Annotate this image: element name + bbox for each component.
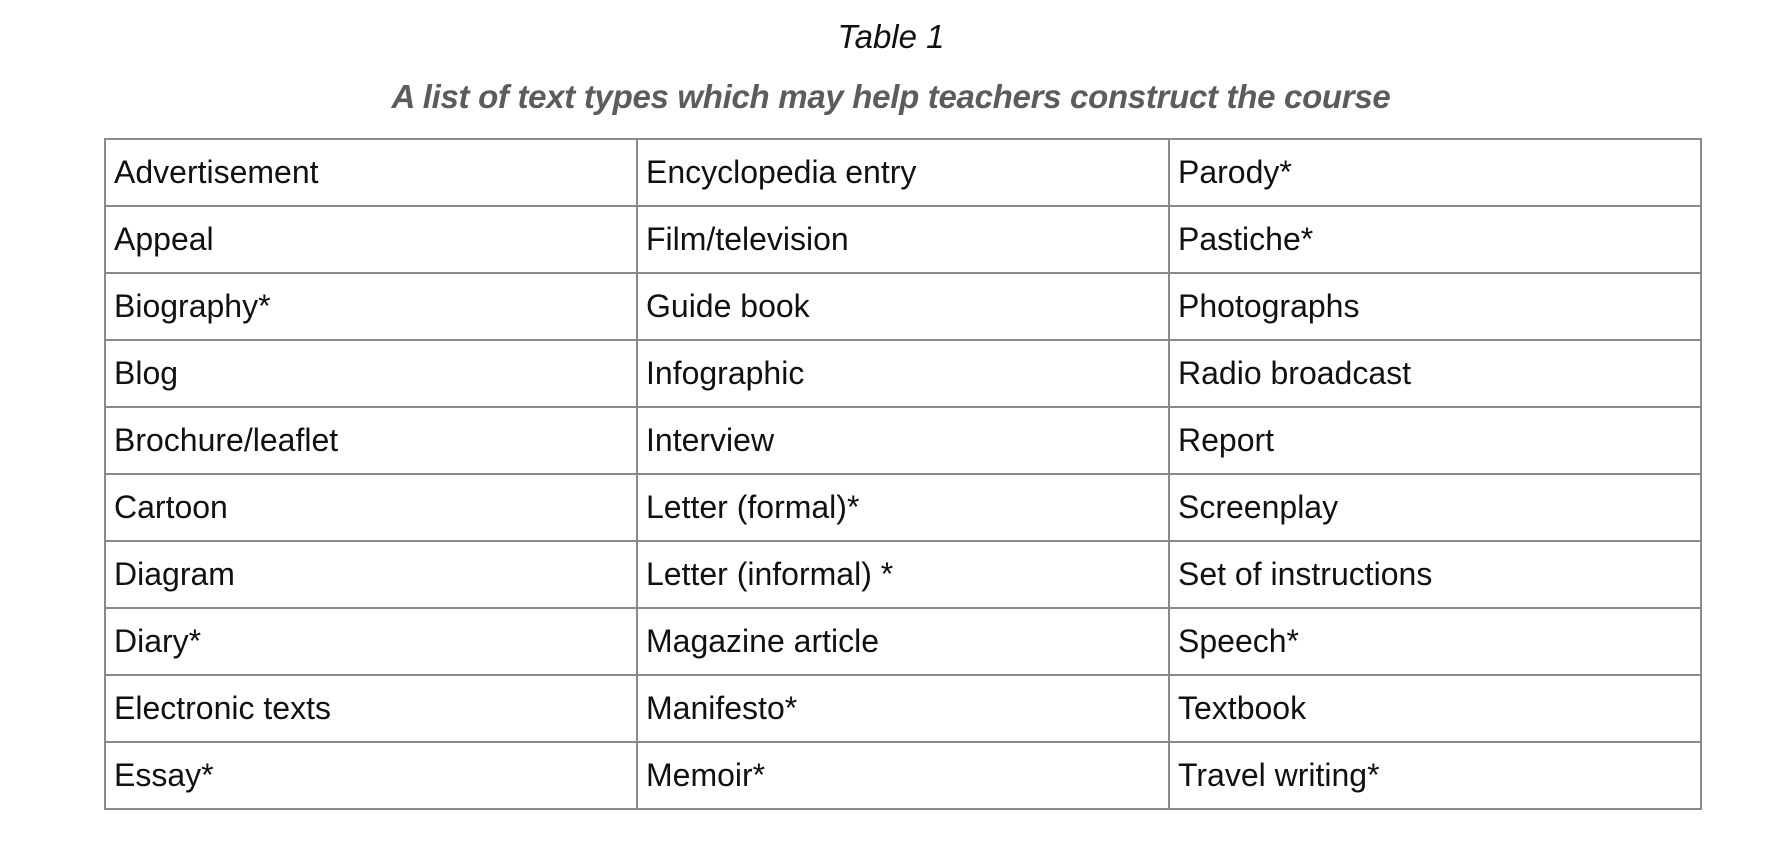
table-row <box>105 474 1701 541</box>
table-cell: Brochure/leaflet <box>105 407 637 474</box>
table-row <box>105 139 1701 206</box>
table-cell: Interview <box>637 407 1169 474</box>
table-cell: Encyclopedia entry <box>637 139 1169 206</box>
text-types-table <box>104 138 1702 810</box>
table-row <box>105 742 1701 809</box>
table-cell: Memoir* <box>637 742 1169 809</box>
table-cell: Letter (informal) * <box>637 541 1169 608</box>
table-cell: Cartoon <box>105 474 637 541</box>
table-cell: Guide book <box>637 273 1169 340</box>
table-cell: Advertisement <box>105 139 637 206</box>
table-row <box>105 608 1701 675</box>
table-cell: Report <box>1169 407 1701 474</box>
table-cell: Film/television <box>637 206 1169 273</box>
table-cell: Radio broadcast <box>1169 340 1701 407</box>
table-cell: Biography* <box>105 273 637 340</box>
table-cell: Textbook <box>1169 675 1701 742</box>
table-cell: Manifesto* <box>637 675 1169 742</box>
table-cell: Travel writing* <box>1169 742 1701 809</box>
table-row <box>105 541 1701 608</box>
table-cell: Essay* <box>105 742 637 809</box>
table-cell: Blog <box>105 340 637 407</box>
table-label: Table 1 <box>837 18 945 55</box>
table-cell: Pastiche* <box>1169 206 1701 273</box>
table-row <box>105 407 1701 474</box>
table-cell: Set of instructions <box>1169 541 1701 608</box>
table-cell: Parody* <box>1169 139 1701 206</box>
table-cell: Electronic texts <box>105 675 637 742</box>
table-cell: Diagram <box>105 541 637 608</box>
table-cell: Speech* <box>1169 608 1701 675</box>
table-row <box>105 273 1701 340</box>
table-cell: Appeal <box>105 206 637 273</box>
table-row <box>105 206 1701 273</box>
table-cell: Magazine article <box>637 608 1169 675</box>
table-cell: Diary* <box>105 608 637 675</box>
table-cell: Photographs <box>1169 273 1701 340</box>
table-cell: Screenplay <box>1169 474 1701 541</box>
table-row <box>105 340 1701 407</box>
table-row <box>105 675 1701 742</box>
table-title: A list of text types which may help teachers construct the course <box>391 78 1391 115</box>
table-cell: Infographic <box>637 340 1169 407</box>
table-cell: Letter (formal)* <box>637 474 1169 541</box>
